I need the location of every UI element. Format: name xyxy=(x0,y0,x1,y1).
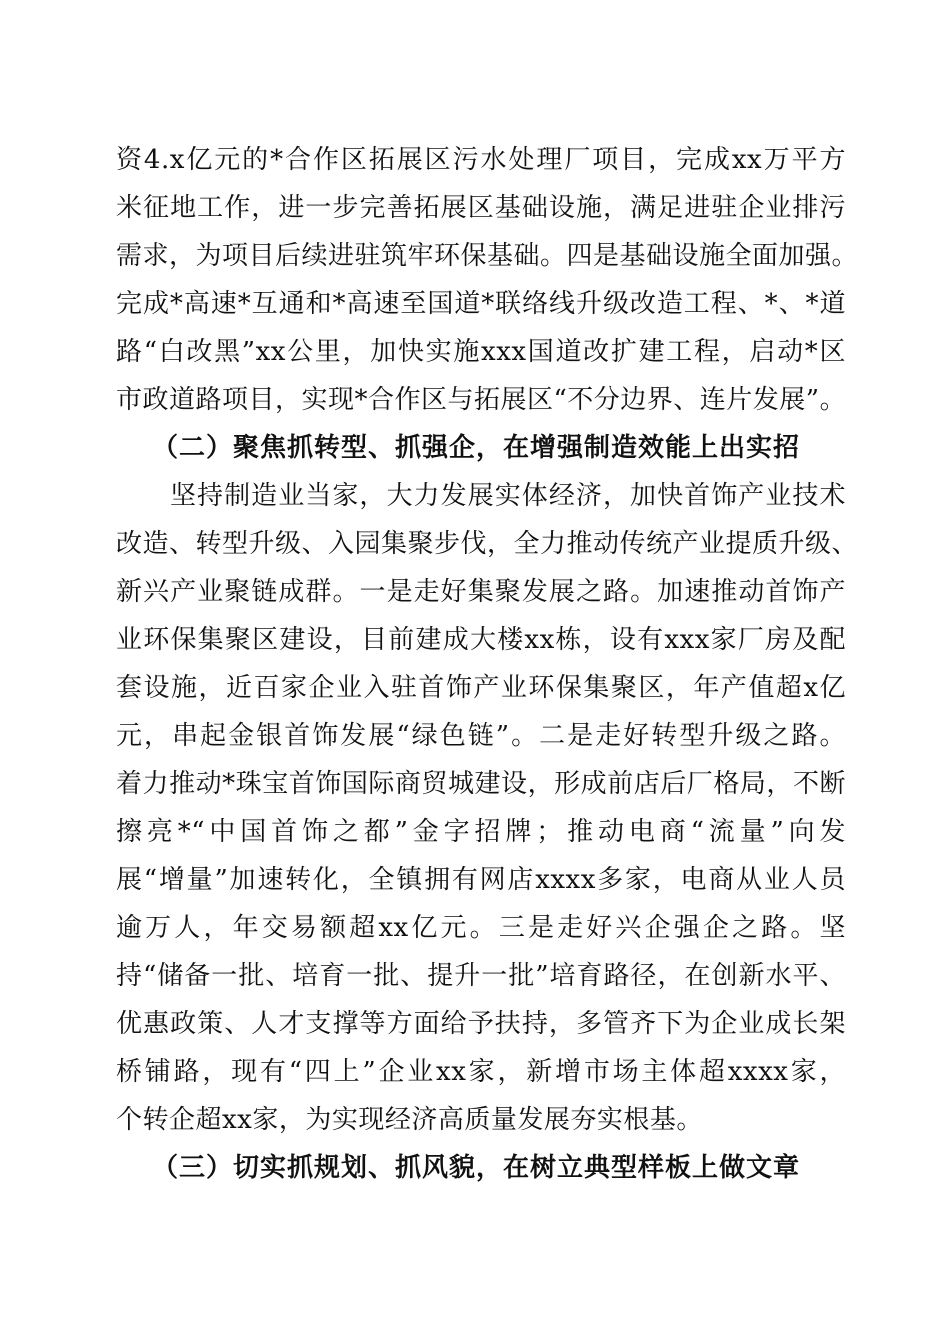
paragraph-line: 改造、转型升级、入园集聚步伐，全力推动传统产业提质升级、 xyxy=(116,529,859,559)
paragraph-line: 优惠政策、人才支撑等方面给予扶持，多管齐下为企业成长架 xyxy=(116,1009,846,1039)
paragraph-line: 完成*高速*互通和*高速至国道*联络线升级改造工程、*、*道 xyxy=(116,289,846,319)
paragraph-line: 擦亮*“中国首饰之都”金字招牌；推动电商“流量”向发 xyxy=(116,817,846,847)
paragraph-line: 新兴产业聚链成群。一是走好集聚发展之路。加速推动首饰产 xyxy=(116,577,846,607)
paragraph-line: 逾万人，年交易额超xx亿元。三是走好兴企强企之路。坚 xyxy=(116,913,846,943)
paragraph-line: 着力推动*珠宝首饰国际商贸城建设，形成前店后厂格局，不断 xyxy=(116,769,846,799)
paragraph-line: 坚持制造业当家，大力发展实体经济，加快首饰产业技术 xyxy=(170,481,846,511)
paragraph-line: 市政道路项目，实现*合作区与拓展区“不分边界、连片发展”。 xyxy=(116,385,847,415)
section-heading-3: （三）切实抓规划、抓风貌，在树立典型样板上做文章 xyxy=(152,1153,801,1183)
paragraph-line: 展“增量”加速转化，全镇拥有网店xxxx多家，电商从业人员 xyxy=(116,865,846,895)
paragraph-line: 套设施，近百家企业入驻首饰产业环保集聚区，年产值超x亿 xyxy=(116,673,846,703)
paragraph-line: 元，串起金银首饰发展“绿色链”。二是走好转型升级之路。 xyxy=(116,721,846,751)
paragraph-line: 个转企超xx家，为实现经济高质量发展夯实根基。 xyxy=(116,1105,703,1135)
paragraph-line: 桥铺路，现有“四上”企业xx家，新增市场主体超xxxx家， xyxy=(116,1057,846,1087)
paragraph-line: 持“储备一批、培育一批、提升一批”培育路径，在创新水平、 xyxy=(116,961,846,991)
paragraph-line: 需求，为项目后续进驻筑牢环保基础。四是基础设施全面加强。 xyxy=(116,241,859,271)
paragraph-line: 路“白改黑”xx公里，加快实施xxx国道改扩建工程，启动*区 xyxy=(116,337,846,367)
section-heading-2: （二）聚焦抓转型、抓强企，在增强制造效能上出实招 xyxy=(152,433,801,463)
paragraph-line: 资4.x亿元的*合作区拓展区污水处理厂项目，完成xx万平方 xyxy=(116,145,846,175)
paragraph-line: 米征地工作，进一步完善拓展区基础设施，满足进驻企业排污 xyxy=(116,193,846,223)
paragraph-line: 业环保集聚区建设，目前建成大楼xx栋，设有xxx家厂房及配 xyxy=(116,625,846,655)
